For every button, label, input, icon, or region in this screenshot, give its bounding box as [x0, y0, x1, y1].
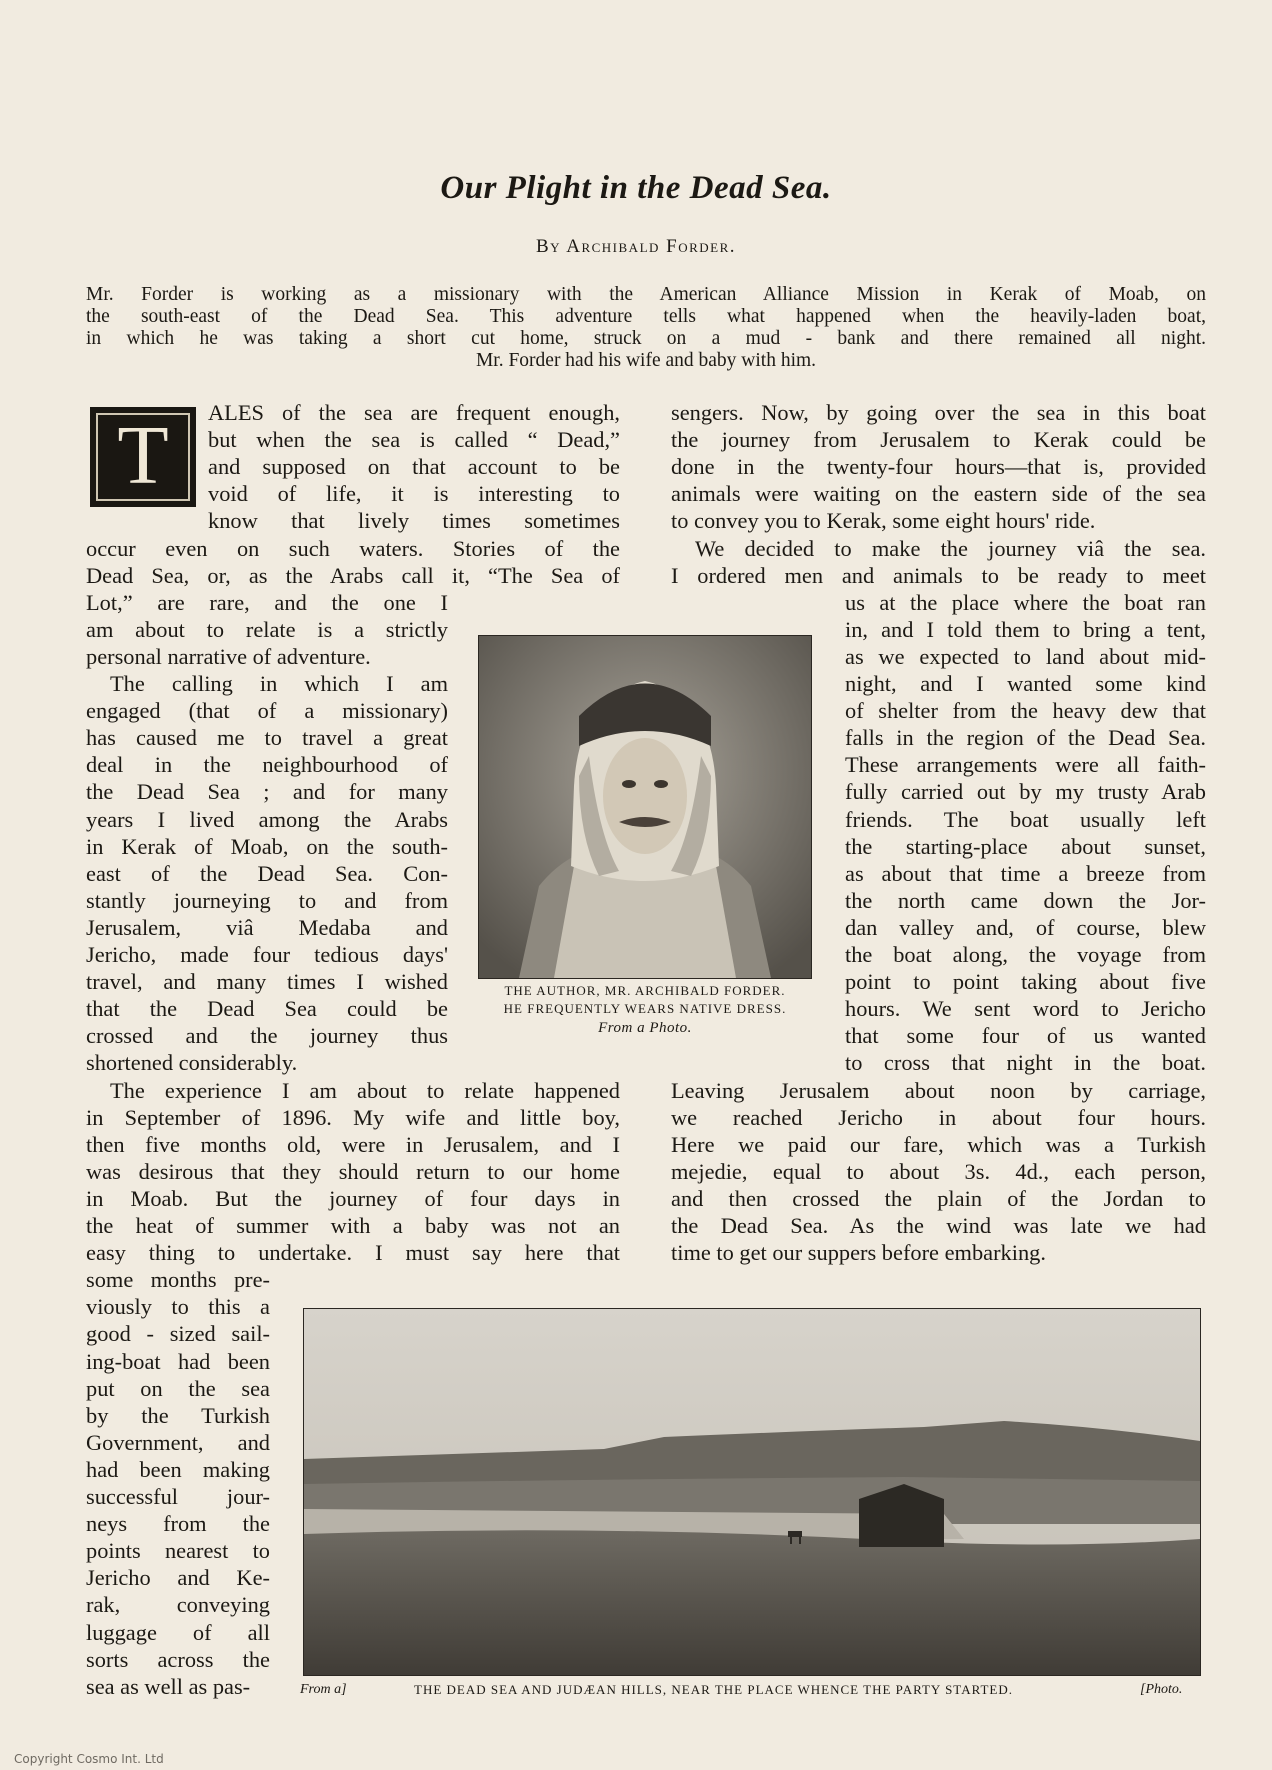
col2-line: as about that time a breeze from	[845, 860, 1206, 886]
dead-sea-landscape-photo	[303, 1308, 1201, 1676]
col1-line: Dead Sea, or, as the Arabs call it, “The Sea of	[86, 562, 620, 588]
col1-line: travel, and many times I wished	[86, 969, 448, 995]
col1-line: viously to this a	[86, 1294, 270, 1320]
col1-line: shortened considerably.	[86, 1050, 298, 1076]
article-title: Our Plight in the Dead Sea.	[440, 170, 832, 206]
col1-line: was desirous that they should return to our home	[86, 1158, 620, 1184]
portrait-image	[479, 636, 811, 978]
col2-line: night, and I wanted some kind	[845, 671, 1206, 696]
col2-line: us at the place where the boat ran	[845, 589, 1206, 615]
col2-line: the Dead Sea. As the wind was late we had	[671, 1213, 1206, 1238]
col2-line: Here we paid our fare, which was a Turkish	[671, 1131, 1206, 1157]
col2-line: that some four of us wanted	[845, 1023, 1206, 1049]
landscape-image	[304, 1309, 1200, 1675]
intro-line: Mr. Forder had his wife and baby with him.	[475, 350, 817, 371]
col2-line: dan valley and, of course, blew	[845, 914, 1206, 940]
col1-line: in Kerak of Moab, on the south-	[86, 833, 448, 859]
col1-line: easy thing to undertake. I must say here that	[86, 1240, 620, 1266]
col1-line: and supposed on that account to be	[208, 454, 620, 480]
col1-line: occur even on such waters. Stories of the	[86, 535, 620, 561]
col2-line: in, and I told them to bring a tent,	[845, 616, 1206, 642]
col1-line: rak, conveying	[86, 1592, 270, 1618]
col1-line: The calling in which I am	[110, 671, 448, 696]
byline: By Archibald Forder.	[535, 236, 737, 257]
col1-line: then five months old, were in Jerusalem, and I	[86, 1131, 620, 1157]
col1-line: ALES of the sea are frequent enough,	[208, 400, 620, 425]
col1-line: deal in the neighbourhood of	[86, 752, 448, 778]
intro-line: the south-east of the Dead Sea. This adventure tells what happened when the heavily-laden boat,	[86, 306, 1206, 327]
col1-line: put on the sea	[86, 1375, 270, 1401]
col2-line: to cross that night in the boat.	[845, 1050, 1206, 1076]
col2-line: sengers. Now, by going over the sea in this boat	[671, 400, 1206, 425]
col1-line: the Dead Sea ; and for many	[86, 779, 448, 805]
col1-line: neys from the	[86, 1511, 270, 1537]
col2-line: friends. The boat usually left	[845, 806, 1206, 832]
col2-line: the starting-place about sunset,	[845, 833, 1206, 859]
col1-line: east of the Dead Sea. Con-	[86, 860, 448, 886]
col1-line: successful jour-	[86, 1484, 270, 1509]
col1-line: The experience I am about to relate happened	[110, 1077, 620, 1103]
col2-line: point to point taking about five	[845, 969, 1206, 995]
col1-line: personal narrative of adventure.	[86, 643, 371, 669]
col1-line: by the Turkish	[86, 1402, 270, 1428]
dropcap-letter: T	[117, 409, 169, 502]
col1-line: am about to relate is a strictly	[86, 616, 448, 642]
col2-line: time to get our suppers before embarking.	[671, 1240, 1046, 1266]
intro-paragraph	[86, 284, 1206, 372]
col1-line: ing-boat had been	[86, 1348, 270, 1374]
col1-line: Jericho, made four tedious days'	[86, 942, 448, 967]
col1-line: engaged (that of a missionary)	[86, 698, 448, 724]
col1-line: stantly journeying to and from	[86, 887, 448, 913]
col1-line: Jericho and Ke-	[86, 1565, 270, 1591]
col2-line: of shelter from the heavy dew that	[845, 698, 1206, 724]
landscape-caption: THE DEAD SEA AND JUDÆAN HILLS, NEAR THE PLACE WHENCE THE PARTY STARTED.	[414, 1682, 1013, 1697]
col1-line: that the Dead Sea could be	[86, 996, 448, 1022]
col2-line: We decided to make the journey viâ the sea.	[695, 535, 1206, 561]
col2-line: and then crossed the plain of the Jordan to	[671, 1185, 1206, 1211]
author-portrait-photo	[478, 635, 812, 979]
col2-line: the north came down the Jor-	[845, 887, 1206, 913]
col2-line: the journey from Jerusalem to Kerak could be	[671, 427, 1206, 453]
col1-line: Lot,” are rare, and the one I	[86, 589, 448, 615]
landscape-credit-left: From a]	[300, 1682, 347, 1697]
col2-line: the boat along, the voyage from	[845, 942, 1206, 967]
col2-line: I ordered men and animals to be ready to meet	[671, 562, 1206, 588]
col1-line: the heat of summer with a baby was not an	[86, 1213, 620, 1238]
col1-line: sea as well as pas-	[86, 1673, 251, 1699]
copyright-notice: Copyright Cosmo Int. Ltd	[14, 1752, 164, 1766]
intro-line: Mr. Forder is working as a missionary with the American Alliance Mission in Kerak of Moab, on	[86, 284, 1206, 305]
col1-line: sorts across the	[86, 1646, 270, 1672]
col1-line: crossed and the journey thus	[86, 1023, 448, 1049]
col2-line: Leaving Jerusalem about noon by carriage,	[671, 1077, 1206, 1103]
col1-line: good - sized sail-	[86, 1321, 270, 1347]
col2-line: animals were waiting on the eastern side of the sea	[671, 481, 1206, 507]
col2-line: fully carried out by my trusty Arab	[845, 779, 1206, 805]
col2-line: as we expected to land about mid-	[845, 643, 1206, 669]
col1-line: in Moab. But the journey of four days in	[86, 1185, 620, 1211]
col1-line: Government, and	[86, 1429, 270, 1455]
dropcap	[90, 407, 196, 507]
col2-line: to convey you to Kerak, some eight hours' ride.	[671, 508, 1096, 534]
col1-line: has caused me to travel a great	[86, 725, 448, 751]
landscape-credit-right: [Photo.	[1140, 1682, 1183, 1697]
col1-line: had been making	[86, 1456, 270, 1482]
col1-line: know that lively times sometimes	[208, 508, 620, 534]
col2-line: falls in the region of the Dead Sea.	[845, 725, 1206, 751]
col2-line: we reached Jericho in about four hours.	[671, 1104, 1206, 1130]
col1-line: luggage of all	[86, 1619, 270, 1645]
col2-line: mejedie, equal to about 3s. 4d., each person,	[671, 1158, 1206, 1184]
portrait-caption-line1: THE AUTHOR, MR. ARCHIBALD FORDER.	[504, 983, 786, 998]
col2-line: hours. We sent word to Jericho	[845, 996, 1206, 1022]
intro-line: in which he was taking a short cut home, struck on a mud - bank and there remained all night.	[86, 328, 1206, 349]
col1-line: in September of 1896. My wife and little boy,	[86, 1104, 620, 1130]
col2-line: done in the twenty-four hours—that is, provided	[671, 454, 1206, 480]
portrait-caption-line2: HE FREQUENTLY WEARS NATIVE DRESS.	[503, 1001, 787, 1016]
col2-line: These arrangements were all faith-	[845, 752, 1206, 778]
portrait-credit: From a Photo.	[598, 1020, 692, 1036]
col1-line: years I lived among the Arabs	[86, 806, 448, 832]
col1-line: some months pre-	[86, 1267, 270, 1293]
col1-line: but when the sea is called “ Dead,”	[208, 427, 620, 453]
col1-line: Jerusalem, viâ Medaba and	[86, 914, 448, 940]
col1-line: points nearest to	[86, 1538, 270, 1564]
col1-line: void of life, it is interesting to	[208, 481, 620, 507]
